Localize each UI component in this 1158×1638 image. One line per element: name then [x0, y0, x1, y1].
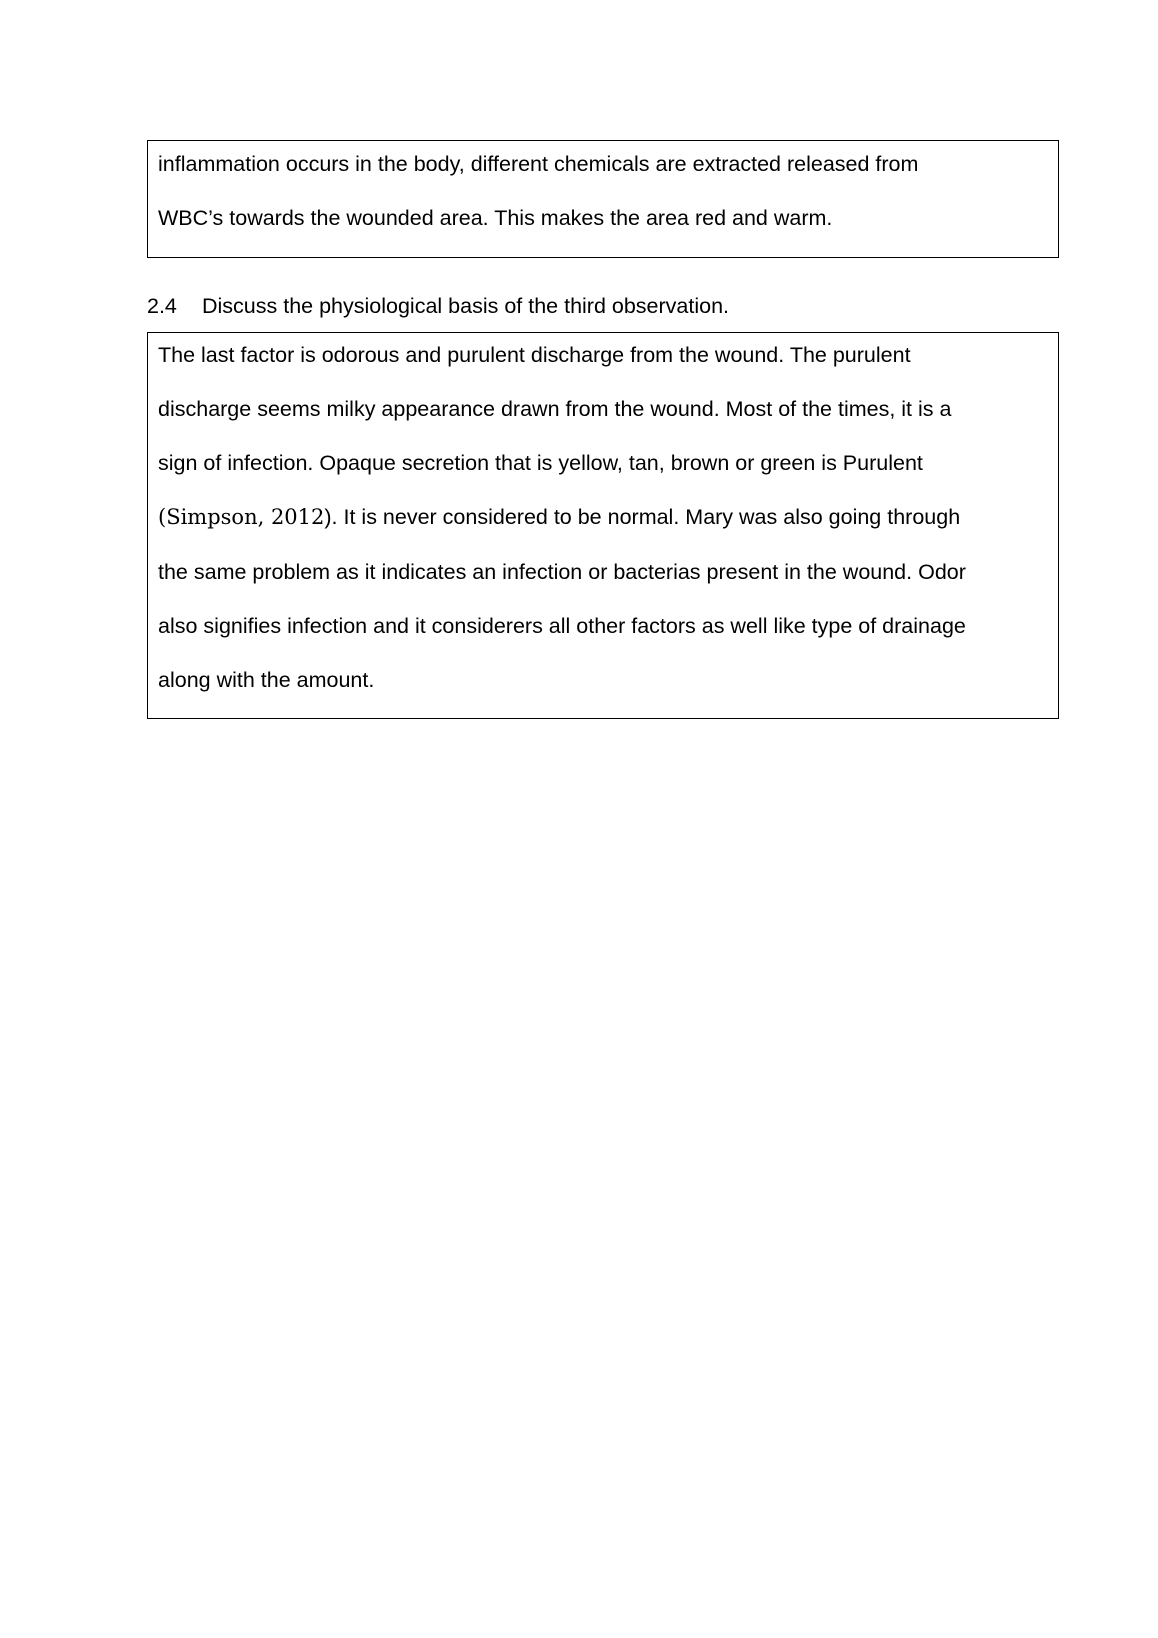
text-line: The last factor is odorous and purulent discharge from the wound. The purulent — [158, 343, 911, 367]
text-line-rest: ). It is never considered to be normal. Mary was also going through — [324, 505, 961, 529]
text-line — [158, 504, 960, 530]
text-line: discharge seems milky appearance drawn from the wound. Most of the times, it is a — [158, 397, 952, 421]
text-line: along with the amount. — [158, 668, 375, 692]
answer-box-previous — [147, 140, 1059, 258]
text-line: sign of infection. Opaque secretion that is yellow, tan, brown or green is Purulent — [158, 451, 923, 475]
citation: (Simpson, 2012 — [158, 505, 325, 529]
question-text: Discuss the physiological basis of the third observation. — [202, 294, 730, 318]
text-line: inflammation occurs in the body, different chemicals are extracted released from — [158, 152, 919, 176]
question-number: 2.4 — [147, 294, 177, 318]
text-line: also signifies infection and it considerers all other factors as well like type of drainage — [158, 614, 966, 638]
text-line: WBC’s towards the wounded area. This makes the area red and warm. — [158, 206, 833, 230]
question-heading — [147, 293, 729, 319]
text-line: the same problem as it indicates an infection or bacterias present in the wound. Odor — [158, 560, 966, 584]
answer-box-2-4 — [147, 332, 1059, 719]
